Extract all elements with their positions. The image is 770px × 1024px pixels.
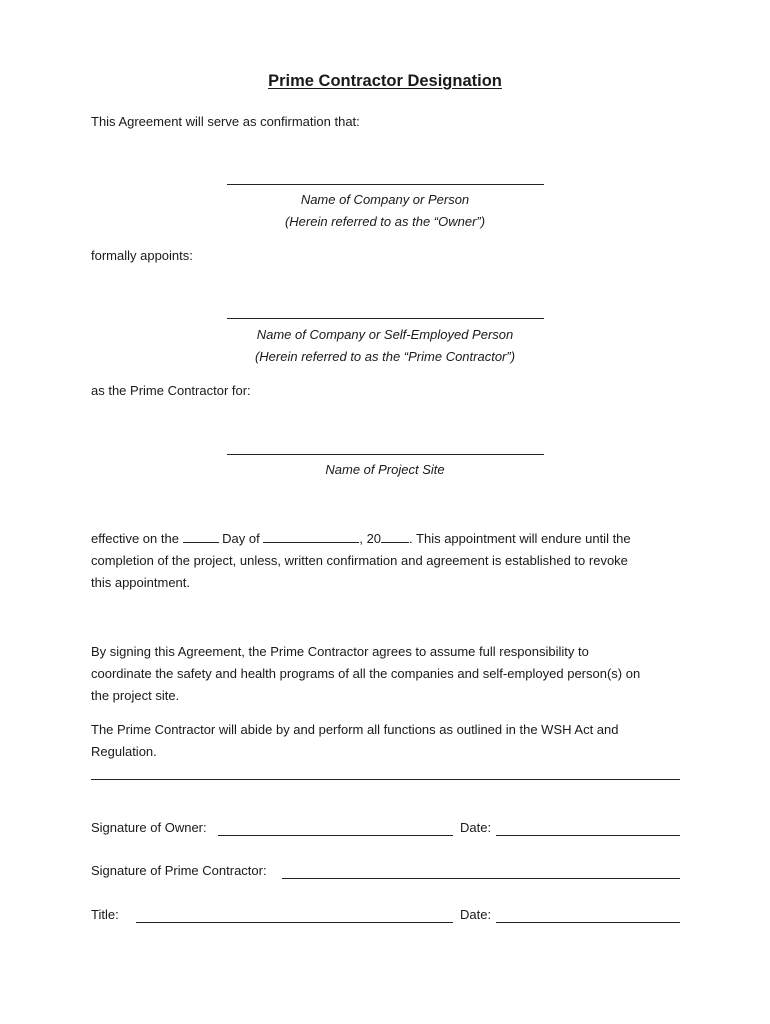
contractor-name-line[interactable] [227, 318, 544, 319]
owner-date-label: Date: [460, 820, 492, 835]
owner-signature-field[interactable] [218, 835, 453, 836]
title-label: Title: [91, 907, 119, 922]
title-date-field[interactable] [496, 922, 680, 923]
year-field[interactable] [381, 528, 409, 543]
effective-line-3: this appointment. [91, 575, 191, 590]
section-divider [91, 779, 680, 780]
intro-text: This Agreement will serve as confirmation that: [91, 114, 360, 129]
day-field[interactable] [183, 528, 219, 543]
title-row [91, 907, 681, 929]
contractor-signature-label: Signature of Prime Contractor: [91, 863, 267, 878]
project-site-caption: Name of Project Site [325, 462, 445, 477]
as-prime-text: as the Prime Contractor for: [91, 383, 251, 398]
contractor-signature-row [91, 863, 681, 885]
contractor-caption: Name of Company or Self-Employed Person [256, 327, 514, 342]
page-title: Prime Contractor Designation [268, 72, 502, 90]
title-date-label: Date: [460, 907, 492, 922]
signing-line-3: the project site. [91, 688, 180, 703]
effective-line-1 [91, 528, 691, 550]
contractor-caption-note: (Herein referred to as the “Prime Contractor”) [254, 349, 516, 364]
title-field[interactable] [136, 922, 453, 923]
effective-line-2: completion of the project, unless, written confirmation and agreement is established to revoke [91, 553, 628, 568]
project-site-line[interactable] [227, 454, 544, 455]
owner-caption: Name of Company or Person [300, 192, 470, 207]
appoints-text: formally appoints: [91, 248, 193, 263]
effective-text-3: , 20 [359, 531, 382, 546]
owner-signature-row [91, 820, 681, 842]
effective-text-1: effective on the [91, 531, 183, 546]
owner-signature-label: Signature of Owner: [91, 820, 207, 835]
owner-name-line[interactable] [227, 184, 544, 185]
owner-date-field[interactable] [496, 835, 680, 836]
effective-text-2: Day of [218, 531, 264, 546]
signing-line-1: By signing this Agreement, the Prime Contractor agrees to assume full responsibility to [91, 644, 589, 659]
month-field[interactable] [263, 528, 359, 543]
abide-line-2: Regulation. [91, 744, 157, 759]
abide-line-1: The Prime Contractor will abide by and perform all functions as outlined in the WSH Act and [91, 722, 619, 737]
contractor-signature-field[interactable] [282, 878, 680, 879]
signing-line-2: coordinate the safety and health programs of all the companies and self-employed person(s) on [91, 666, 641, 681]
owner-caption-note: (Herein referred to as the “Owner”) [284, 214, 486, 229]
effective-text-4: . This appointment will endure until the [409, 531, 631, 546]
